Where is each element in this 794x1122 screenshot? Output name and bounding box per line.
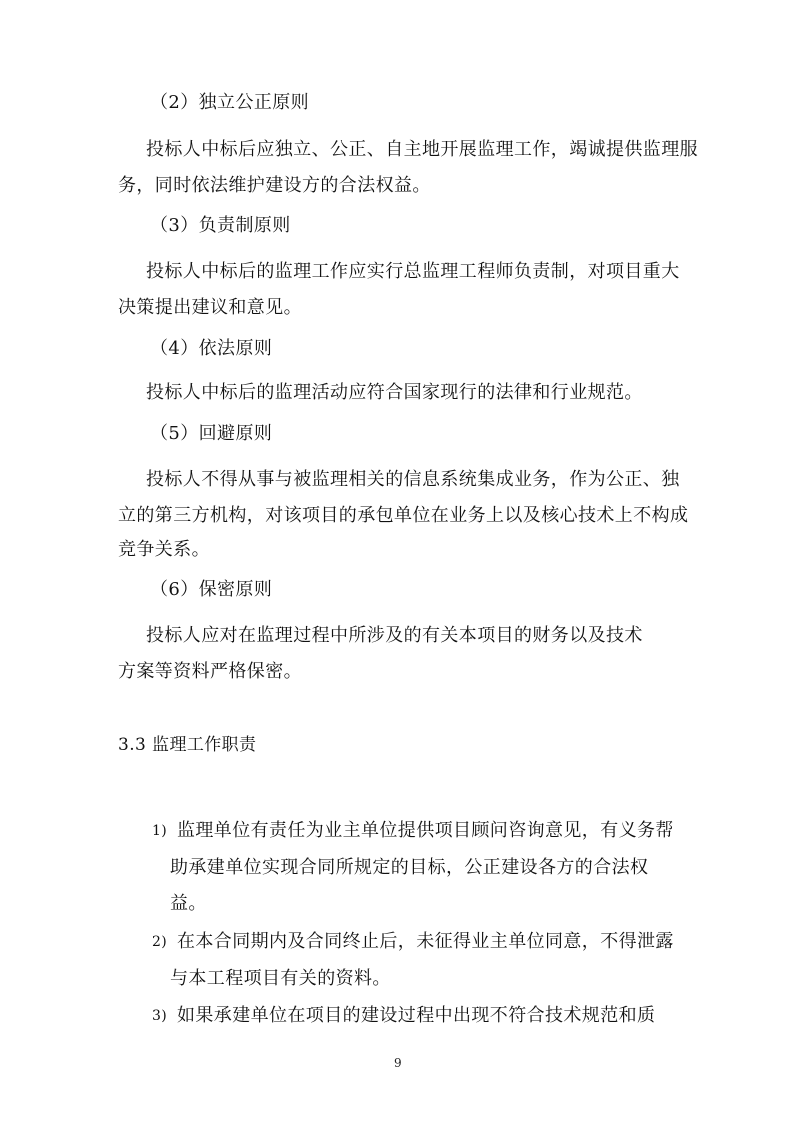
page-number: 9 [394,1056,402,1070]
list-item-line: 与本工程项目有关的资料。 [170,968,391,989]
principle-heading-3: （3）负责制原则 [150,215,291,236]
list-item-line: 如果承建单位在项目的建设过程中出现不符合技术规范和质 [177,1005,656,1026]
list-number: 3) [152,1008,168,1024]
section-heading: 3.3 监理工作职责 [118,735,257,755]
principle-heading-6: （6）保密原则 [150,579,273,600]
paragraph-line: 方案等资料严格保密。 [118,661,302,682]
paragraph-line: 投标人中标后的监理活动应符合国家现行的法律和行业规范。 [146,382,643,403]
paragraph-line: 投标人不得从事与被监理相关的信息系统集成业务，作为公正、独 [146,469,680,490]
paragraph-line: 投标人中标后应独立、公正、自主地开展监理工作，竭诚提供监理服 [146,139,698,160]
paragraph-line: 立的第三方机构，对该项目的承包单位在业务上以及核心技术上不构成 [118,505,689,526]
list-item-line: 助承建单位实现合同所规定的目标，公正建设各方的合法权 [170,857,649,878]
list-number: 1) [152,823,168,839]
list-item-line: 监理单位有责任为业主单位提供项目顾问咨询意见，有义务帮 [177,820,674,841]
list-item-line: 益。 [170,893,207,914]
principle-heading-5: （5）回避原则 [150,423,273,444]
principle-heading-2: （2）独立公正原则 [150,92,310,113]
list-item-line: 在本合同期内及合同终止后，未征得业主单位同意，不得泄露 [177,931,674,952]
list-number: 2) [152,934,168,950]
paragraph-line: 务，同时依法维护建设方的合法权益。 [118,175,431,196]
paragraph-line: 决策提出建议和意见。 [118,297,302,318]
paragraph-line: 投标人中标后的监理工作应实行总监理工程师负责制，对项目重大 [146,261,680,282]
paragraph-line: 竞争关系。 [118,539,210,560]
paragraph-line: 投标人应对在监理过程中所涉及的有关本项目的财务以及技术 [146,625,643,646]
principle-heading-4: （4）依法原则 [150,338,273,359]
